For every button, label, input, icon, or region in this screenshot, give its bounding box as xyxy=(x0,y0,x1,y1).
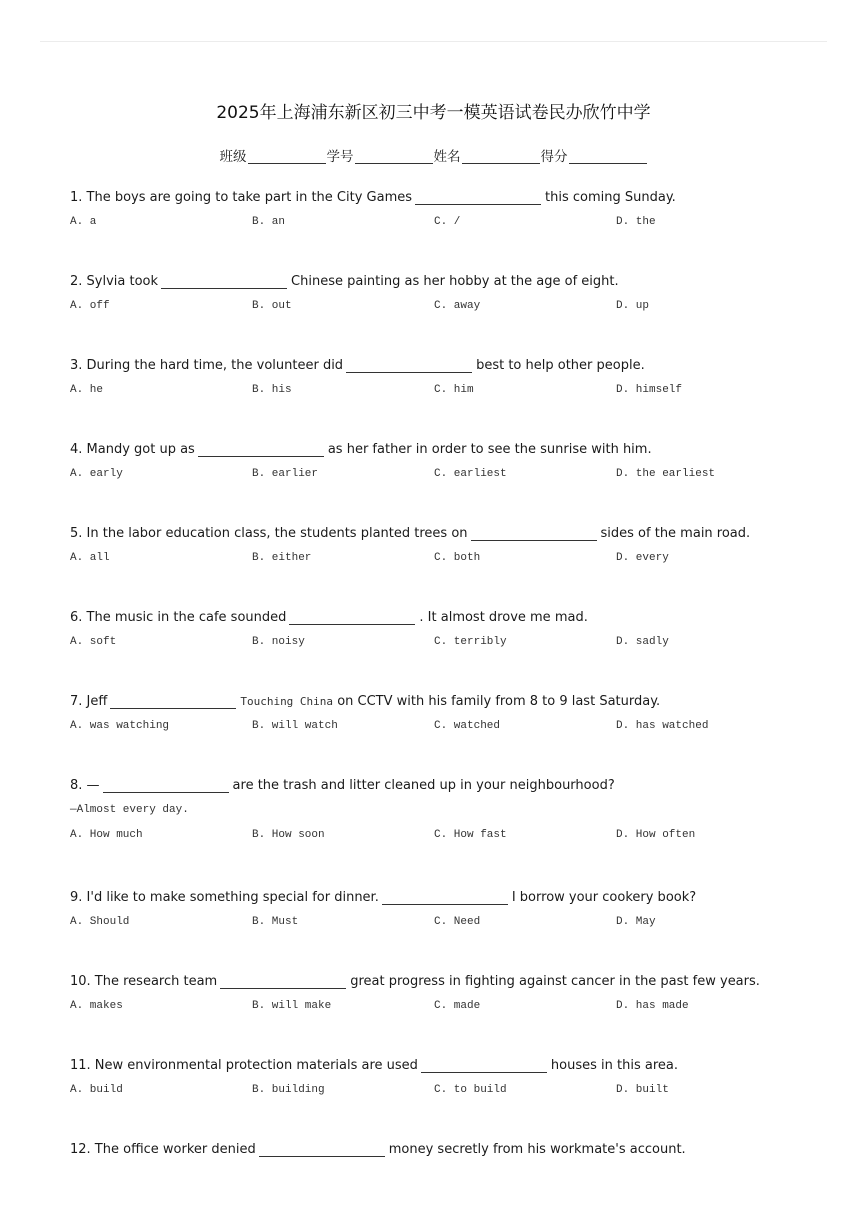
option-b[interactable]: B. will watch xyxy=(252,720,338,732)
question-stem-post: sides of the main road. xyxy=(600,526,751,541)
question-stem-pre: 10. The research team xyxy=(70,974,218,989)
question-text xyxy=(70,776,850,796)
question-text xyxy=(70,888,850,908)
question-stem-post: great progress in fighting against cancer in the past few years. xyxy=(350,974,760,989)
option-c[interactable]: C. / xyxy=(434,216,461,228)
options-row xyxy=(70,720,850,736)
question-text xyxy=(70,524,850,544)
option-c[interactable]: C. earliest xyxy=(434,468,507,480)
question-stem-pre: 11. New environmental protection materials are used xyxy=(70,1058,418,1073)
question-stem-post: as her father in order to see the sunrise with him. xyxy=(327,442,652,457)
option-d[interactable]: D. every xyxy=(616,552,669,564)
question-text xyxy=(70,692,850,712)
option-a[interactable]: A. a xyxy=(70,216,97,228)
option-c[interactable]: C. away xyxy=(434,300,481,312)
answer-blank[interactable] xyxy=(103,778,229,793)
answer-blank[interactable] xyxy=(220,974,346,989)
options-row xyxy=(70,636,850,652)
option-d[interactable]: D. How often xyxy=(616,829,696,841)
question-5 xyxy=(70,524,850,568)
question-stem-pre: 7. Jeff xyxy=(70,694,108,709)
question-stem-post: Chinese painting as her hobby at the age of eight. xyxy=(291,274,619,289)
option-c[interactable]: C. Need xyxy=(434,916,481,928)
option-c[interactable]: C. made xyxy=(434,1000,481,1012)
option-b[interactable]: B. his xyxy=(252,384,292,396)
option-b[interactable]: B. How soon xyxy=(252,829,325,841)
options-row xyxy=(70,1084,850,1100)
answer-blank[interactable] xyxy=(471,526,597,541)
question-text xyxy=(70,356,850,376)
answer-blank[interactable] xyxy=(110,694,236,709)
option-d[interactable]: D. the earliest xyxy=(616,468,716,480)
options-row xyxy=(70,916,850,932)
options-row xyxy=(70,300,850,316)
dialogue-reply: —Almost every day. xyxy=(70,804,189,816)
question-stem-pre: 5. In the labor education class, the students planted trees on xyxy=(70,526,468,541)
question-stem-pre: 4. Mandy got up as xyxy=(70,442,195,457)
option-c[interactable]: C. to build xyxy=(434,1084,507,1096)
option-a[interactable]: A. makes xyxy=(70,1000,123,1012)
question-stem-pre: 6. The music in the cafe sounded xyxy=(70,610,287,625)
option-d[interactable]: D. up xyxy=(616,300,650,312)
question-7 xyxy=(70,692,850,736)
option-b[interactable]: B. out xyxy=(252,300,292,312)
question-9 xyxy=(70,888,850,932)
answer-blank[interactable] xyxy=(259,1142,385,1157)
question-stem-post: best to help other people. xyxy=(476,358,645,373)
option-b[interactable]: B. will make xyxy=(252,1000,332,1012)
option-a[interactable]: A. off xyxy=(70,300,110,312)
option-a[interactable]: A. was watching xyxy=(70,720,170,732)
option-a[interactable]: A. all xyxy=(70,552,110,564)
option-a[interactable]: A. soft xyxy=(70,636,117,648)
option-a[interactable]: A. How much xyxy=(70,829,143,841)
option-a[interactable]: A. Should xyxy=(70,916,130,928)
program-title: Touching China xyxy=(240,695,334,708)
answer-blank[interactable] xyxy=(346,358,472,373)
option-c[interactable]: C. both xyxy=(434,552,481,564)
question-stem-post: on CCTV with his family from 8 to 9 last Saturday. xyxy=(337,694,661,709)
question-4 xyxy=(70,440,850,484)
page-top-divider xyxy=(40,41,827,42)
student-id-label: 学号 xyxy=(326,149,354,165)
options-row xyxy=(70,1000,850,1016)
options-row xyxy=(70,829,850,845)
question-text xyxy=(70,440,850,460)
answer-blank[interactable] xyxy=(415,190,541,205)
class-blank[interactable] xyxy=(248,149,326,164)
question-1 xyxy=(70,188,850,232)
question-stem-post: I borrow your cookery book? xyxy=(511,890,697,905)
question-stem-post: this coming Sunday. xyxy=(545,190,676,205)
question-6 xyxy=(70,608,850,652)
option-c[interactable]: C. watched xyxy=(434,720,501,732)
option-d[interactable]: D. has watched xyxy=(616,720,709,732)
option-d[interactable]: D. the xyxy=(616,216,656,228)
options-row xyxy=(70,216,850,232)
question-stem-pre: 8. — xyxy=(70,778,100,793)
option-b[interactable]: B. an xyxy=(252,216,286,228)
question-8 xyxy=(70,776,850,845)
answer-blank[interactable] xyxy=(289,610,415,625)
question-text xyxy=(70,272,850,292)
question-text xyxy=(70,608,850,628)
option-c[interactable]: C. How fast xyxy=(434,829,507,841)
option-b[interactable]: B. Must xyxy=(252,916,299,928)
question-stem-post: are the trash and litter cleaned up in your neighbourhood? xyxy=(232,778,615,793)
question-2 xyxy=(70,272,850,316)
student-id-blank[interactable] xyxy=(355,149,433,164)
option-d[interactable]: D. sadly xyxy=(616,636,669,648)
answer-blank[interactable] xyxy=(421,1058,547,1073)
score-blank[interactable] xyxy=(569,149,647,164)
question-stem-pre: 3. During the hard time, the volunteer did xyxy=(70,358,344,373)
score-label: 得分 xyxy=(540,149,568,165)
answer-blank[interactable] xyxy=(382,890,508,905)
name-blank[interactable] xyxy=(462,149,540,164)
question-3 xyxy=(70,356,850,400)
option-d[interactable]: D. himself xyxy=(616,384,683,396)
class-label: 班级 xyxy=(219,149,247,165)
name-label: 姓名 xyxy=(433,149,461,165)
option-a[interactable]: A. build xyxy=(70,1084,123,1096)
option-c[interactable]: C. him xyxy=(434,384,474,396)
question-10 xyxy=(70,972,850,1016)
score-field xyxy=(541,145,648,165)
question-text xyxy=(70,1140,850,1160)
answer-blank[interactable] xyxy=(198,442,324,457)
option-b[interactable]: B. noisy xyxy=(252,636,305,648)
question-12 xyxy=(70,1140,850,1160)
exam-title: 2025年上海浦东新区初三中考一模英语试卷民办欣竹中学 xyxy=(216,103,651,123)
option-d[interactable]: D. built xyxy=(616,1084,669,1096)
options-row xyxy=(70,384,850,400)
question-stem-post: houses in this area. xyxy=(550,1058,678,1073)
name-field xyxy=(434,145,541,165)
options-row xyxy=(70,552,850,568)
option-b[interactable]: B. building xyxy=(252,1084,325,1096)
class-field xyxy=(220,145,327,165)
question-stem-post: money secretly from his workmate's account. xyxy=(388,1142,686,1157)
option-a[interactable]: A. he xyxy=(70,384,104,396)
question-text xyxy=(70,1056,850,1076)
question-text xyxy=(70,188,850,208)
student-id-field xyxy=(327,145,434,165)
question-stem-pre: 9. I'd like to make something special for dinner. xyxy=(70,890,379,905)
question-11 xyxy=(70,1056,850,1100)
student-info-line xyxy=(0,145,867,165)
option-b[interactable]: B. either xyxy=(252,552,312,564)
option-d[interactable]: D. May xyxy=(616,916,656,928)
option-c[interactable]: C. terribly xyxy=(434,636,507,648)
question-stem-post: . It almost drove me mad. xyxy=(419,610,588,625)
question-stem-pre: 2. Sylvia took xyxy=(70,274,159,289)
answer-blank[interactable] xyxy=(161,274,287,289)
question-text xyxy=(70,972,850,992)
option-a[interactable]: A. early xyxy=(70,468,123,480)
question-stem-pre: 12. The office worker denied xyxy=(70,1142,256,1157)
options-row xyxy=(70,468,850,484)
option-d[interactable]: D. has made xyxy=(616,1000,689,1012)
question-stem-pre: 1. The boys are going to take part in the City Games xyxy=(70,190,413,205)
option-b[interactable]: B. earlier xyxy=(252,468,319,480)
